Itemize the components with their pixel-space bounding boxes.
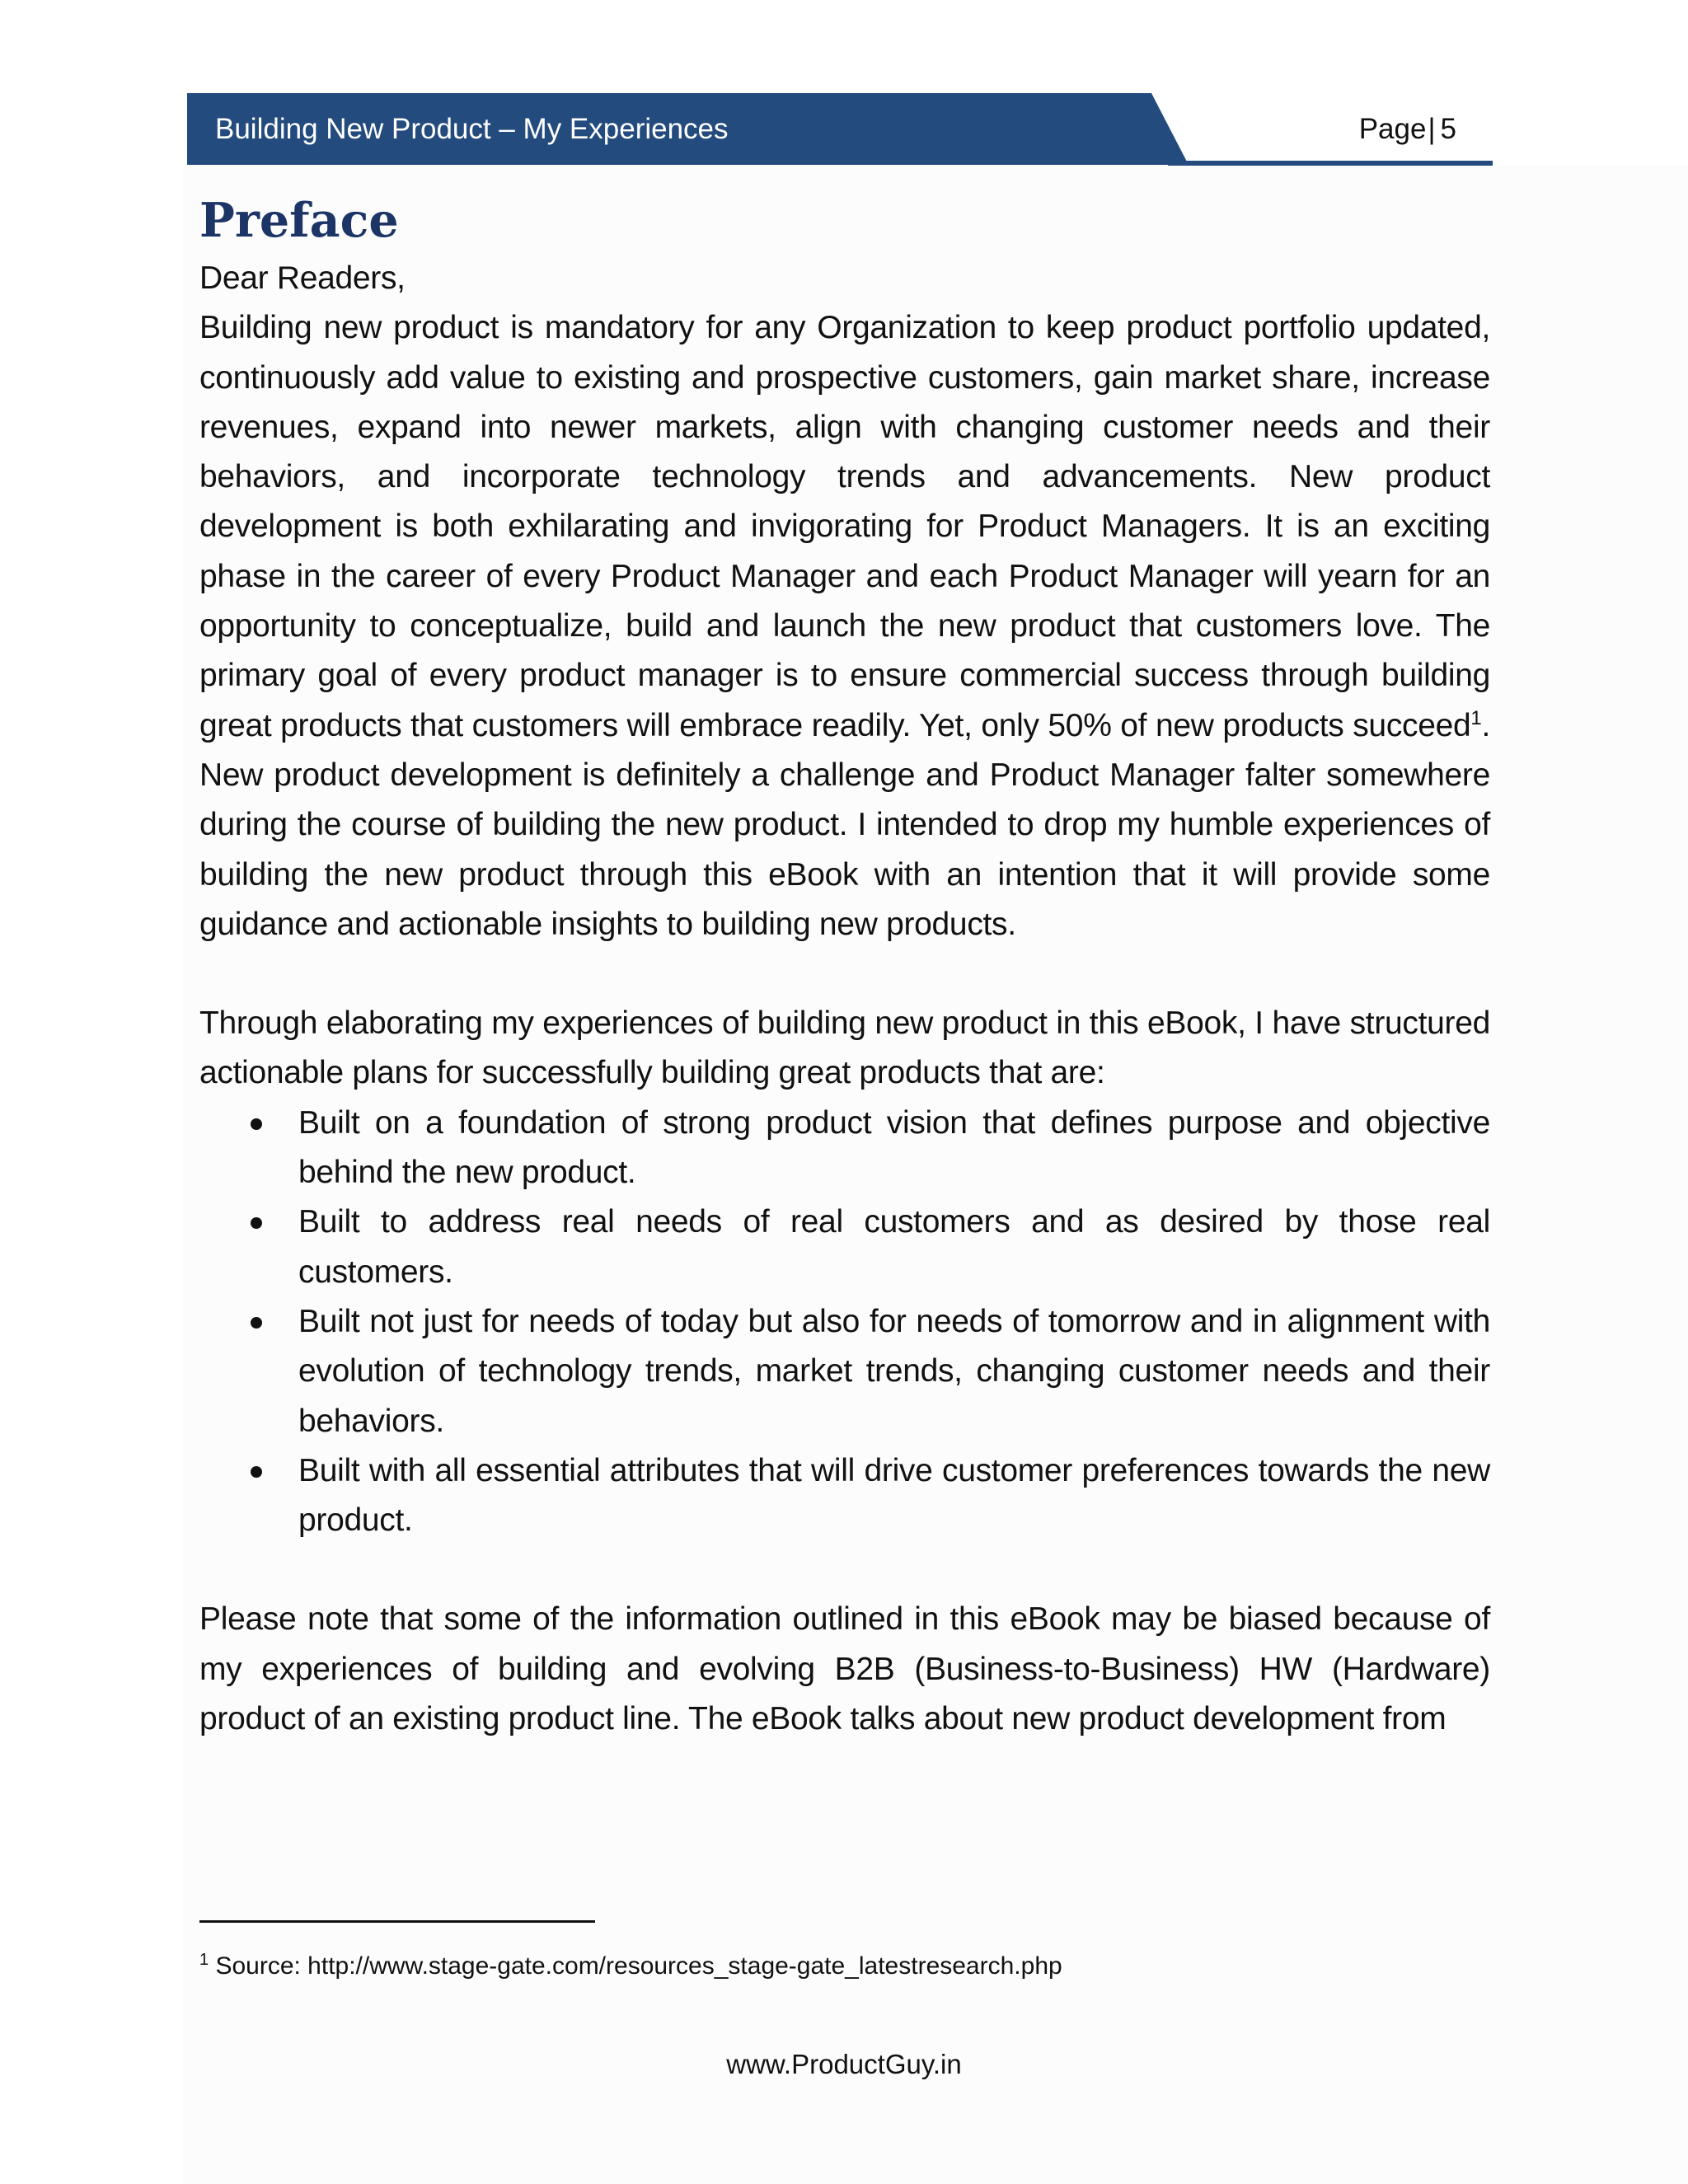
paragraph-gap [199,949,1490,999]
bullet-icon [251,1118,262,1130]
page-label: Page [1358,113,1427,145]
footnote-text: Source: http://www.stage-gate.com/resources_stage-gate_latestresearch.php [209,1952,1062,1980]
page-header [187,93,1493,167]
list-item [199,1099,1490,1198]
bullet-icon [251,1466,262,1478]
list-item-text: Built not just for needs of today but also for needs of tomorrow and in alignment with evolution of technology trends, market trends, changing customer needs and their behaviors. [298,1303,1490,1439]
list-item [199,1446,1490,1546]
salutation: Dear Readers, [199,260,406,296]
list-item-text: Built on a foundation of strong product vision that defines purpose and objective behind the new product. [298,1104,1490,1191]
header-title: Building New Product – My Experiences [215,113,729,145]
list-item-text: Built to address real needs of real customers and as desired by those real customers. [298,1204,1490,1290]
page-separator: | [1428,113,1436,145]
paragraph-note: Please note that some of the information outlined in this eBook may be biased because of my experiences of building and evolving B2B (Business-to-Business) HW (Hardware) product of an existing product line. The eBook talks about new product development from [199,1601,1490,1737]
list-item [199,1297,1490,1446]
footnote-number: 1 [199,1951,209,1969]
footnote [199,1950,1062,1983]
page-number-label [1359,111,1456,148]
bullet-list [199,1099,1490,1546]
page-number: 5 [1440,113,1456,145]
bullet-icon [251,1217,262,1229]
main-content [199,188,1490,1744]
paragraph-structure-intro: Through elaborating my experiences of building new product in this eBook, I have structured actionable plans for successfully building great products that are: [199,1005,1490,1091]
list-item [199,1197,1490,1297]
paragraph-intro [199,303,1490,949]
bullet-icon [251,1317,262,1329]
footnote-divider [199,1920,595,1923]
footnote-reference[interactable]: 1 [1470,706,1482,729]
paragraph-intro-part2: . New product development is definitely a challenge and Product Manager falter somewhere during the course of building the new product. I intended to drop my humble experiences of building the new product through this eBook with an intention that it will provide some guidance and actionable insights to building new products. [199,707,1490,942]
paragraph-gap [199,1545,1490,1595]
list-item-text: Built with all essential attributes that will drive customer preferences towards the new product. [298,1452,1490,1539]
paragraph-intro-part1: Building new product is mandatory for any Organization to keep product portfolio updated, continuously add value to existing and prospective customers, gain market share, increase revenues, expand into newer markets, align with changing customer needs and their behaviors, and incorporate technology trends and advancements. New product development is both exhilarating and invigorating for Product Managers. It is an exciting phase in the career of every Product Manager and each Product Manager will yearn for an opportunity to conceptualize, build and launch the new product that customers love. The primary goal of every product manager is to ensure commercial success through building great products that customers will embrace readily. Yet, only 50% of new products succeed [199,310,1490,743]
body-text [199,254,1490,1744]
header-rule [1168,161,1493,166]
page-title: Preface [199,193,399,248]
footer-website[interactable]: www.ProductGuy.in [726,2049,962,2079]
